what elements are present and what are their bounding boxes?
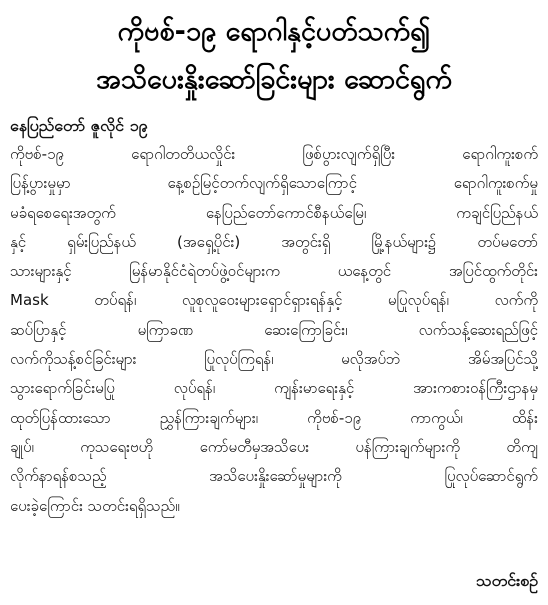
headline — [10, 8, 538, 104]
headline-line-2: အသိပေးနှိုးဆော်ခြင်းများ ဆောင်ရွက် — [96, 64, 452, 95]
byline: သတင်းစဉ် — [476, 571, 538, 590]
body-line: ဆပ်ပြာနှင့် မကြာခဏ ဆေးကြောခြင်း၊ လက်သန့်ဆေးရည်ဖြင့် — [10, 320, 538, 339]
dateline: နေပြည်တော် ဇူလိုင် ၁၉ — [10, 116, 148, 135]
body-line: သားများနှင့် မြန်မာနိုင်ငံရဲတပ်ဖွဲ့ဝင်များက ယနေ့တွင် အပြင်ထွက်တိုင်း — [10, 262, 538, 281]
headline-line-1: ကိုဗစ်-၁၉ ရောဂါနှင့်ပတ်သက်၍ — [117, 16, 431, 47]
body-line: မခံရစေရေးအတွက် နေပြည်တော်ကောင်စီနယ်မြေ၊ ကချင်ပြည်နယ် — [10, 203, 538, 222]
body-line: လက်ကိုသန့်စင်ခြင်းများ ပြုလုပ်ကြရန်၊ မလိုအပ်ဘဲ အိမ်အပြင်သို့ — [10, 350, 538, 369]
article-body — [10, 140, 538, 521]
body-line: ချုပ်၊ ကုသရေးဗဟို ကော်မတီမှအသိပေး ပန်ကြားချက်များကို တိကျ — [10, 437, 538, 456]
body-line: နှင့် ရှမ်းပြည်နယ် (အရှေ့ပိုင်း) အတွင်းရှိ မြို့နယ်များ၌ တပ်မတော် — [10, 232, 538, 251]
body-line: Mask တပ်ရန်၊ လူစုလူဝေးများရှောင်ရှားရန်နှင့် မပြုလုပ်ရန်၊ လက်ကို — [10, 291, 538, 310]
body-line: ထုတ်ပြန်ထားသော ညွှန်ကြားချက်များ၊ ကိုဗစ်-၁၉ ကာကွယ်၊ ထိန်း — [10, 408, 538, 427]
body-line: ပေးခဲ့ကြောင်း သတင်းရရှိသည်။ — [10, 496, 180, 515]
body-line: ကိုဗစ်-၁၉ ရောဂါတတိယလှိုင်း ဖြစ်ပွားလျက်ရှိပြီး ရောဂါကူးစက် — [10, 145, 538, 163]
body-line: သွားရောက်ခြင်းမပြု လုပ်ရန်၊ ကျန်းမာရေးနှင့် အားကစားဝန်ကြီးဌာနမှ — [10, 379, 538, 398]
body-line: ပြန့်ပွားမှုမှာ နေ့စဉ်မြင့်တက်လျက်ရှိသောကြောင့် ရောဂါကူးစက်မှု — [10, 174, 538, 193]
body-line: လိုက်နာရန်စသည့် အသိပေးနှိုးဆော်မှုများကို ပြုလုပ်ဆောင်ရွက် — [10, 467, 538, 486]
